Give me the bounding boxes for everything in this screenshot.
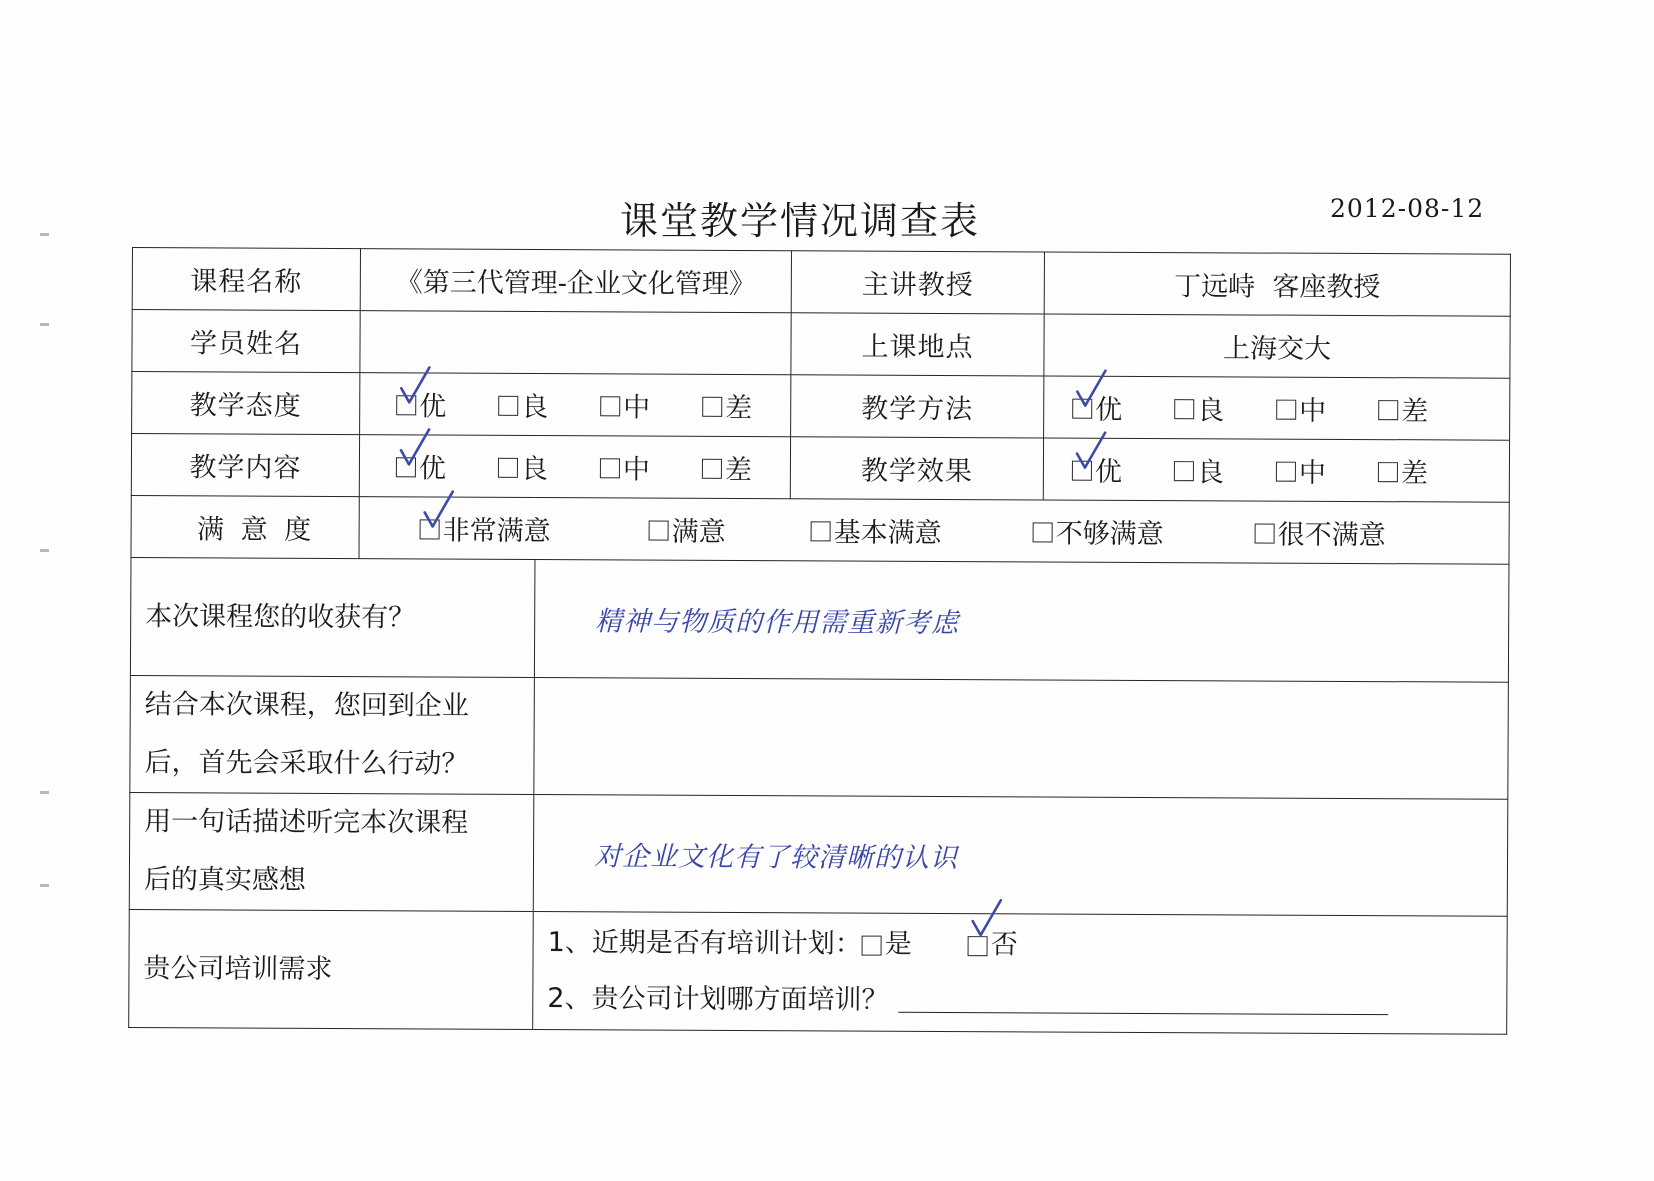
- survey-table: [128, 247, 1511, 1035]
- teaching-content-options: [359, 435, 790, 499]
- answer-gains[interactable]: 精神与物质的作用需重新考虑: [534, 559, 1509, 682]
- checkbox[interactable]: [600, 458, 620, 478]
- option-label: 优: [1094, 456, 1122, 488]
- scan-mark: [40, 791, 49, 794]
- option-label: 基本满意: [833, 517, 942, 549]
- teaching-attitude-options: [360, 373, 791, 437]
- teaching-content-label: 教学内容: [131, 434, 359, 497]
- table-row: [131, 434, 1509, 503]
- option-excellent[interactable]: [396, 446, 498, 485]
- location-value: 上海交大: [1044, 314, 1510, 378]
- training-plan-question: [547, 915, 1506, 976]
- option-label: 差: [1401, 396, 1429, 428]
- training-topic-blank[interactable]: [898, 981, 1388, 1014]
- option-poor[interactable]: [702, 386, 752, 425]
- teaching-method-label: 教学方法: [791, 375, 1044, 438]
- option-label: 差: [724, 454, 752, 487]
- option-label: 满意: [671, 516, 726, 548]
- scan-mark: [40, 549, 49, 552]
- table-row: [132, 310, 1510, 379]
- teaching-effect-label: 教学效果: [790, 437, 1043, 500]
- table-row: [130, 675, 1509, 799]
- question-gains: 本次课程您的收获有？: [130, 557, 535, 677]
- option-excellent[interactable]: [396, 384, 498, 423]
- training-needs-label: 贵公司培训需求: [129, 909, 534, 1029]
- table-row: [129, 792, 1508, 916]
- table-row: [131, 495, 1509, 564]
- option-label: 是: [884, 928, 912, 960]
- checkbox[interactable]: [649, 520, 669, 540]
- training-topic-question: [547, 971, 1506, 1032]
- option-excellent[interactable]: [1072, 450, 1174, 489]
- teaching-attitude-label: 教学态度: [132, 372, 360, 435]
- survey-form: [128, 247, 1510, 1035]
- checkbox[interactable]: [1033, 522, 1053, 542]
- option-very-satisfied[interactable]: [420, 508, 649, 548]
- option-not-satisfied[interactable]: [1033, 511, 1255, 551]
- teaching-method-options: [1044, 376, 1510, 440]
- option-basically-satisfied[interactable]: [811, 510, 1033, 550]
- checkbox[interactable]: [1378, 462, 1398, 482]
- student-name-field[interactable]: [360, 311, 791, 375]
- scan-mark: [40, 884, 49, 887]
- question-text: 2、贵公司计划哪方面培训？: [547, 982, 889, 1016]
- option-fair[interactable]: [1276, 451, 1378, 490]
- option-label: 良: [521, 391, 549, 424]
- option-fair[interactable]: [600, 447, 702, 486]
- option-poor[interactable]: [1378, 389, 1428, 428]
- table-row: [132, 372, 1510, 441]
- checkbox-checked[interactable]: [420, 519, 440, 539]
- option-label: 差: [1400, 458, 1428, 490]
- teaching-effect-options: [1043, 438, 1509, 502]
- checkbox-checked[interactable]: [1072, 398, 1092, 418]
- option-good[interactable]: [1174, 450, 1276, 489]
- form-title: 课堂教学情况调查表: [619, 199, 980, 243]
- table-row: [132, 248, 1510, 317]
- option-poor[interactable]: [1378, 451, 1428, 490]
- option-poor[interactable]: [702, 448, 752, 487]
- checkbox[interactable]: [600, 396, 620, 416]
- course-name-label: 课程名称: [132, 248, 360, 311]
- checkbox[interactable]: [1174, 461, 1194, 481]
- option-very-unsatisfied[interactable]: [1255, 512, 1386, 552]
- option-yes[interactable]: [862, 916, 968, 973]
- option-label: 中: [1299, 395, 1327, 427]
- option-label: 优: [418, 453, 446, 485]
- option-no[interactable]: [968, 917, 1018, 973]
- checkbox-checked[interactable]: [396, 395, 416, 415]
- checkbox[interactable]: [811, 521, 831, 541]
- option-label: 非常满意: [442, 515, 551, 548]
- answer-action[interactable]: [534, 677, 1509, 799]
- option-fair[interactable]: [600, 385, 702, 424]
- checkbox[interactable]: [1276, 399, 1296, 419]
- option-label: 良: [520, 453, 548, 486]
- option-satisfied[interactable]: [649, 510, 811, 550]
- question-text: 1、近期是否有培训计划：: [547, 926, 862, 960]
- course-name-value: 《第三代管理-企业文化管理》: [360, 249, 791, 313]
- lecturer-label: 主讲教授: [791, 251, 1044, 314]
- scan-mark: [40, 233, 49, 236]
- checkbox[interactable]: [702, 458, 722, 478]
- option-good[interactable]: [498, 447, 600, 486]
- checkbox-checked[interactable]: [396, 457, 416, 477]
- question-line: 结合本次课程，您回到企业: [144, 689, 469, 722]
- option-label: 优: [1095, 394, 1123, 426]
- checkbox[interactable]: [1174, 399, 1194, 419]
- satisfaction-label: 满 意 度: [131, 495, 359, 558]
- checkbox[interactable]: [702, 396, 722, 416]
- scan-mark: [40, 323, 49, 326]
- student-name-label: 学员姓名: [132, 310, 360, 373]
- option-label: 中: [623, 392, 651, 424]
- option-label: 否: [990, 928, 1018, 960]
- checkbox[interactable]: [1378, 400, 1398, 420]
- question-line: 后，首先会采取什么行动？: [144, 747, 469, 780]
- option-label: 差: [725, 392, 753, 425]
- answer-impression[interactable]: 对企业文化有了较清晰的认识: [533, 794, 1508, 916]
- option-good[interactable]: [1174, 388, 1276, 427]
- option-label: 中: [622, 454, 650, 486]
- option-label: 良: [1196, 457, 1224, 489]
- checkbox[interactable]: [498, 395, 518, 415]
- option-label: 良: [1197, 395, 1225, 427]
- option-label: 很不满意: [1277, 519, 1386, 552]
- form-date: 2012-08-12: [1330, 194, 1485, 223]
- option-fair[interactable]: [1276, 389, 1378, 428]
- option-label: 不够满意: [1055, 518, 1164, 551]
- question-impression: [129, 792, 534, 911]
- lecturer-value: 丁远峙 客座教授: [1044, 252, 1510, 316]
- option-good[interactable]: [498, 385, 600, 424]
- question-line: 用一句话描述听完本次课程: [144, 806, 469, 839]
- checkbox[interactable]: [862, 935, 882, 955]
- option-label: 优: [419, 391, 447, 423]
- checkbox[interactable]: [1255, 523, 1275, 543]
- table-row: [130, 557, 1509, 682]
- question-action: [130, 675, 535, 794]
- training-needs: [533, 911, 1508, 1034]
- satisfaction-options: [359, 497, 1509, 565]
- option-excellent[interactable]: [1072, 388, 1174, 427]
- table-row: [129, 909, 1508, 1034]
- option-label: 中: [1298, 457, 1326, 489]
- location-label: 上课地点: [791, 313, 1044, 376]
- question-line: 后的真实感想: [143, 864, 306, 896]
- checkbox[interactable]: [1276, 461, 1296, 481]
- checkbox-checked[interactable]: [1072, 460, 1092, 480]
- checkbox[interactable]: [498, 457, 518, 477]
- checkbox-checked[interactable]: [968, 936, 988, 956]
